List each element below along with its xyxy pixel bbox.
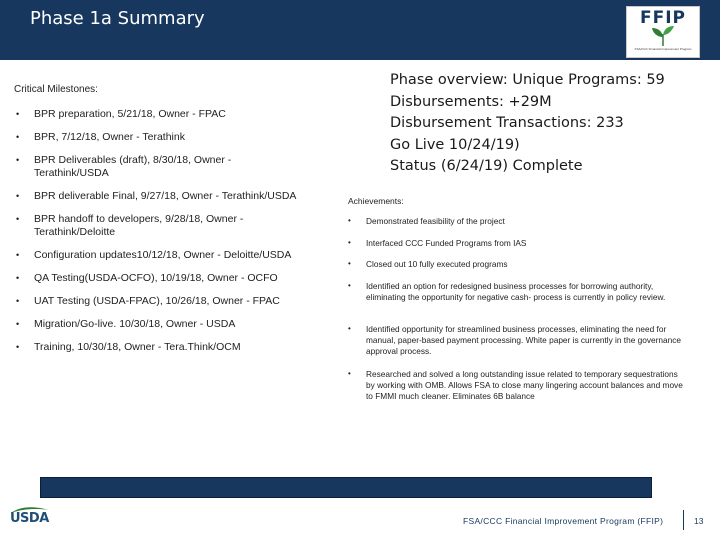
milestone-text: BPR deliverable Final, 9/27/18, Owner - Terathink/USDA: [34, 190, 297, 202]
bullet-icon: •: [348, 259, 351, 268]
ffip-logo-subtext: FSA/CCC Financial Improvement Program: [634, 47, 692, 51]
achievement-text: Identified opportunity for streamlined business processes, eliminating the need for manual, paper-based payment processing. White paper is currently in the governance approval process.: [366, 324, 681, 356]
overview-line: Disbursements: +29M: [390, 93, 552, 110]
bullet-icon: •: [348, 238, 351, 247]
overview-line: Disbursement Transactions: 233: [390, 115, 624, 131]
milestone-text: BPR handoff to developers, 9/28/18, Owner - Terathink/Deloitte: [34, 213, 244, 238]
overview-line: Phase overview: Unique Programs: 59: [390, 72, 665, 88]
ffip-logo: [626, 6, 700, 58]
achievement-text: Demonstrated feasibility of the project: [366, 216, 505, 226]
header-bar: [0, 0, 720, 60]
milestone-text: BPR preparation, 5/21/18, Owner - FPAC: [34, 108, 226, 120]
bullet-icon: •: [348, 369, 351, 378]
phase-overview: [390, 70, 710, 178]
usda-logo-text: USDA: [10, 511, 49, 526]
achievement-text: Identified an option for redesigned business processes for borrowing authority, eliminating the opportunity for negative cash- process is currently in policy review.: [366, 281, 666, 302]
bullet-icon: •: [348, 281, 351, 290]
bullet-icon: •: [16, 342, 20, 352]
footer-banner: [40, 477, 652, 498]
bullet-icon: •: [348, 216, 351, 225]
achievement-text: Closed out 10 fully executed programs: [366, 259, 508, 269]
milestone-text: Training, 10/30/18, Owner - Tera.Think/OCM: [34, 341, 241, 353]
bullet-icon: •: [16, 273, 20, 283]
milestone-text: QA Testing(USDA-OCFO), 10/19/18, Owner - OCFO: [34, 272, 278, 284]
milestone-text: Configuration updates10/12/18, Owner - Deloitte/USDA: [34, 249, 292, 261]
overview-line: Status (6/24/19) Complete: [390, 158, 583, 174]
bullet-icon: •: [16, 132, 20, 142]
milestone-text: Migration/Go-live. 10/30/18, Owner - USDA: [34, 318, 236, 330]
overview-line: Go Live 10/24/19): [390, 136, 520, 153]
achievements-heading: Achievements:: [348, 196, 404, 206]
bullet-icon: •: [348, 324, 351, 333]
bullet-icon: •: [16, 250, 20, 260]
bullet-icon: •: [16, 296, 20, 306]
bullet-icon: •: [16, 191, 20, 201]
leaf-icon: [649, 25, 677, 47]
footer-program-name: FSA/CCC Financial Improvement Program (FFIP): [463, 516, 664, 526]
slide-title: Phase 1a Summary: [30, 8, 205, 29]
bullet-icon: •: [16, 155, 20, 165]
achievement-text: Interfaced CCC Funded Programs from IAS: [366, 238, 527, 248]
page-number: 13: [694, 516, 704, 526]
footer-divider: [683, 510, 684, 530]
milestone-text: BPR, 7/12/18, Owner - Terathink: [34, 131, 185, 143]
milestone-text: BPR Deliverables (draft), 8/30/18, Owner - Terathink/USDA: [34, 154, 232, 179]
usda-logo: [10, 505, 50, 535]
milestone-text: UAT Testing (USDA-FPAC), 10/26/18, Owner - FPAC: [34, 295, 280, 307]
ffip-logo-text: FFIP: [639, 8, 686, 28]
bullet-icon: •: [16, 319, 20, 329]
bullet-icon: •: [16, 214, 20, 224]
achievement-text: Researched and solved a long outstanding issue related to temporary sequestrations by working with OMB. Allows FSA to close many lingering account balances and move to FMMI much cleaner. Eliminates 6B balance: [366, 369, 683, 401]
bullet-icon: •: [16, 109, 20, 119]
milestones-heading: Critical Milestones:: [14, 84, 98, 95]
